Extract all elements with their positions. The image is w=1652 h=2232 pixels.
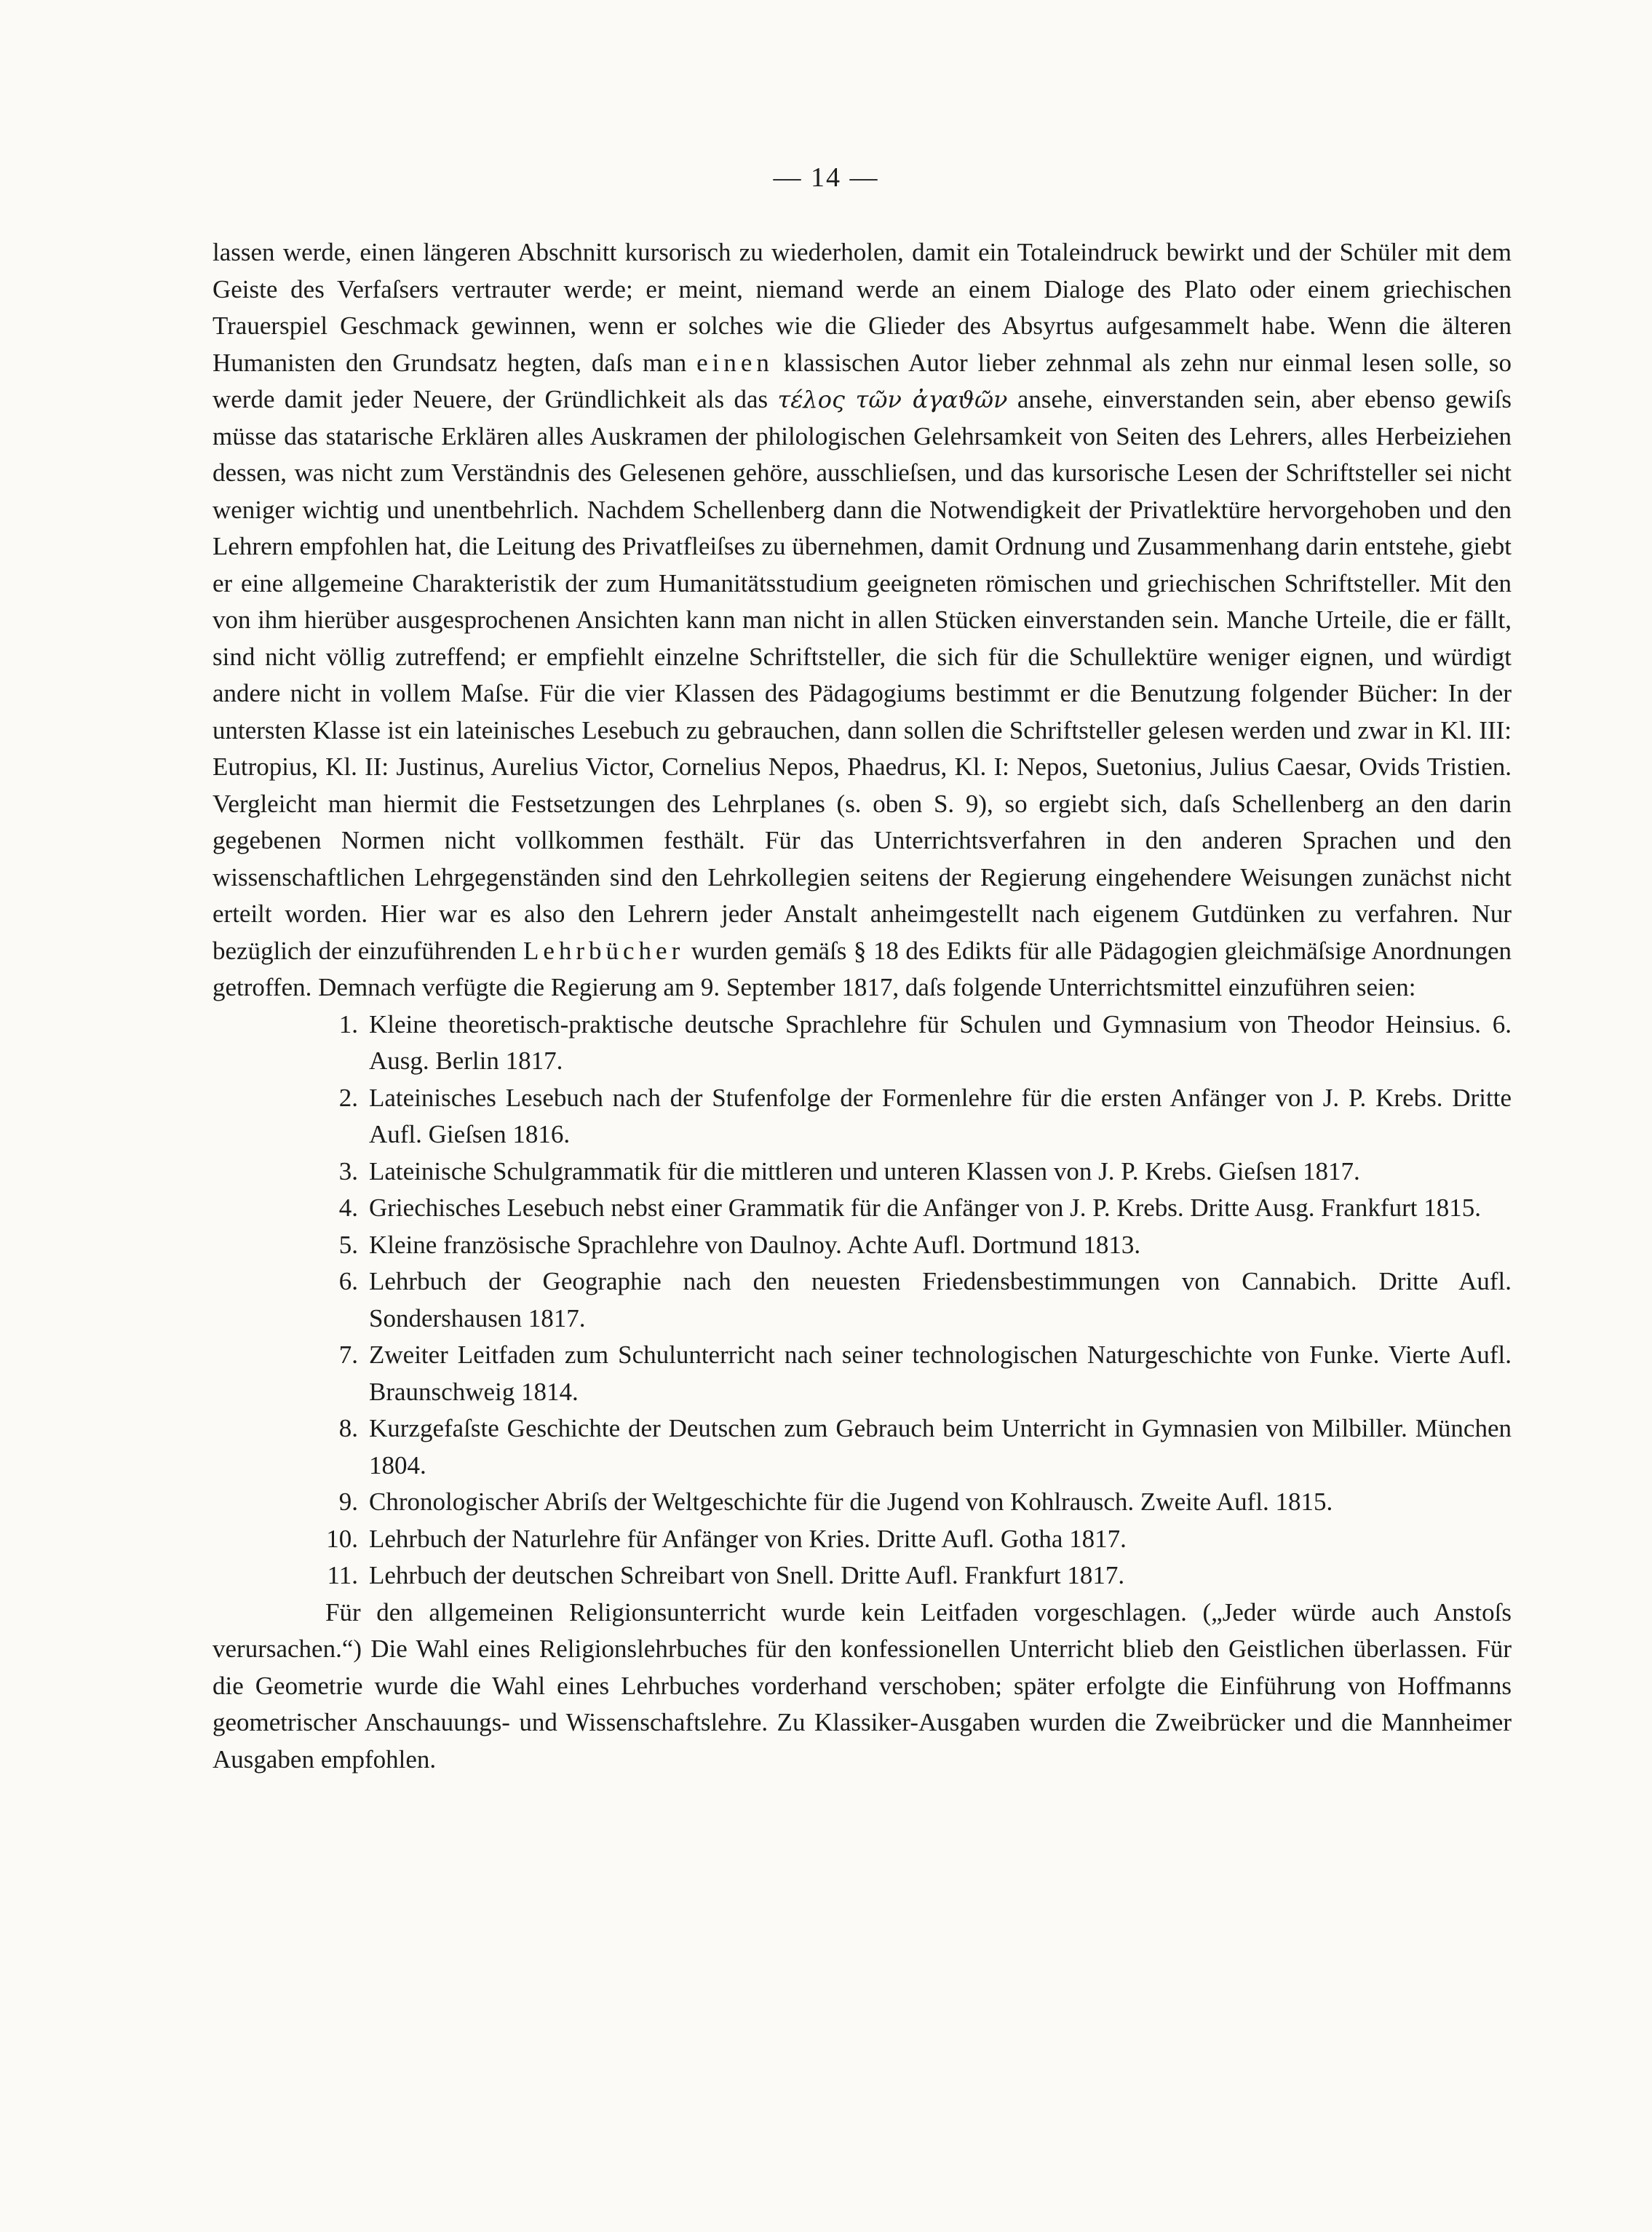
list-text: Griechisches Lesebuch nebst einer Grammatik für die Anfänger von J. P. Krebs. Dritte Ausg. Frankfurt 1815. [369, 1194, 1481, 1222]
list-number: 3. [338, 1156, 358, 1185]
list-text: Kleine theoretisch-praktische deutsche Sprachlehre für Schulen und Gymnasium von Theodor Heinsius. 6. Ausg. Berlin 1817. [369, 1009, 1512, 1075]
paragraph-main [213, 234, 1512, 1006]
list-number: 4. [338, 1194, 358, 1222]
list-item [213, 1227, 1512, 1264]
list-item [213, 1337, 1512, 1410]
paragraph-closing: Für den allgemeinen Religionsunterricht wurde kein Leitfaden vorgeschlagen. („Jeder würde auch Anstoſs verursachen.“) Die Wahl eines Religionslehrbuches für den konfessionellen Unterricht blieb den Geistlichen überlassen. Für die Geometrie wurde die Wahl eines Lehrbuches vorderhand verschoben; später erfolgte die Einführung von Hoffmanns geometrischer Anschauungs- und Wissenschaftslehre. Zu Klassiker-Ausgaben wurden die Zweibrücker und die Mannheimer Ausgaben empfohlen. [213, 1597, 1512, 1774]
page-number: — 14 — [773, 162, 879, 193]
list-number: 2. [338, 1083, 358, 1112]
paragraph-main-part4: wurden gemäſs § 18 des Edikts für alle Pädagogien gleichmäſsige Anordnungen getroffen. Demnach verfügte die Regierung am 9. September 1817, daſs folgende Unterrichtsmittel einzuführen seien: [213, 936, 1512, 1001]
list-text: Chronologischer Abriſs der Weltgeschichte für die Jugend von Kohlrausch. Zweite Aufl. 1815. [369, 1488, 1333, 1516]
body-text [213, 234, 1512, 1778]
list-number: 11. [327, 1561, 358, 1589]
list-item [213, 1410, 1512, 1484]
paragraph-main-part2: klassischen Autor lieber zehnmal als zehn nur einmal lesen solle, so werde damit jeder Neuere, der Gründlichkeit als das [213, 348, 1512, 413]
emphasis-lehrbuecher: Lehrbücher [523, 936, 685, 965]
list-item [213, 1557, 1512, 1594]
emphasis-einen: einen [696, 348, 774, 377]
list-item [213, 1190, 1512, 1227]
greek-phrase: τέλος τῶν ἀγαϑῶν [777, 386, 1008, 413]
textbook-list [213, 1006, 1512, 1594]
list-number: 6. [338, 1267, 358, 1295]
list-item [213, 1006, 1512, 1080]
list-text: Lehrbuch der Naturlehre für Anfänger von Kries. Dritte Aufl. Gotha 1817. [369, 1524, 1127, 1553]
list-number: 9. [338, 1488, 358, 1516]
list-item [213, 1484, 1512, 1521]
list-number: 1. [338, 1009, 358, 1038]
list-item [213, 1153, 1512, 1191]
list-item [213, 1521, 1512, 1558]
list-text: Lehrbuch der deutschen Schreibart von Snell. Dritte Aufl. Frankfurt 1817. [369, 1561, 1125, 1589]
list-number: 8. [338, 1414, 358, 1442]
list-text: Zweiter Leitfaden zum Schulunterricht nach seiner technologischen Naturgeschichte von Funke. Vierte Aufl. Braunschweig 1814. [369, 1341, 1512, 1406]
paragraph-main-part1: lassen werde, einen längeren Abschnitt kursorisch zu wiederholen, damit ein Totaleindruck bewirkt und der Schüler mit dem Geiste des Verfaſsers vertrauter werde; er meint, niemand werde an einem Dialoge des Plato oder einem griechischen Trauerspiel Geschmack gewinnen, wenn er solches wie die Glieder des Absyrtus aufgesammelt habe. Wenn die älteren Humanisten den Grundsatz hegten, daſs man [213, 238, 1512, 377]
list-item [213, 1080, 1512, 1153]
list-number: 10. [326, 1524, 358, 1553]
list-text: Kleine französische Sprachlehre von Daulnoy. Achte Aufl. Dortmund 1813. [369, 1230, 1141, 1259]
list-text: Lateinisches Lesebuch nach der Stufenfolge der Formenlehre für die ersten Anfänger von J. P. Krebs. Dritte Aufl. Gieſsen 1816. [369, 1083, 1512, 1148]
paragraph-main-part3: ansehe, einverstanden sein, aber ebenso gewiſs müsse das statarische Erklären alles Auskramen der philologischen Gelehrsamkeit von Seiten des Lehrers, alles Herbeiziehen dessen, was nicht zum Verständnis des Gelesenen gehöre, ausschlieſsen, und das kursorische Lesen der Schriftsteller sei nicht weniger wichtig und unentbehrlich. Nachdem Schellenberg dann die Notwendigkeit der Privatlektüre hervorgehoben und den Lehrern empfohlen hat, die Leitung des Privatfleiſses zu übernehmen, damit Ordnung und Zusammenhang darin entstehe, giebt er eine allgemeine Charakteristik der zum Humanitätsstudium geeigneten römischen und griechischen Schriftsteller. Mit den von ihm hierüber ausgesprochenen Ansichten kann man nicht in allen Stücken einverstanden sein. Manche Urteile, die er fällt, sind nicht völlig zutreffend; er empfiehlt einzelne Schriftsteller, die sich für die Schullektüre weniger eignen, und würdigt andere nicht in vollem Maſse. Für die vier Klassen des Pädagogiums bestimmt er die Benutzung folgender Bücher: In der untersten Klasse ist ein lateinisches Lesebuch zu gebrauchen, dann sollen die Schriftsteller gelesen werden und zwar in Kl. III: Eutropius, Kl. II: Justinus, Aurelius Victor, Cornelius Nepos, Phaedrus, Kl. I: Nepos, Suetonius, Julius Caesar, Ovids Tristien. Vergleicht man hiermit die Festsetzungen des Lehrplanes (s. oben S. 9), so ergiebt sich, daſs Schellenberg an den darin gegebenen Normen nicht vollkommen festhält. Für das Unterrichtsverfahren in den anderen Sprachen und den wissenschaftlichen Lehrgegenständen sind den Lehrkollegien seitens der Regierung eingehendere Weisungen zunächst nicht erteilt worden. Hier war es also den Lehrern jeder Anstalt anheimgestellt nach eigenem Gutdünken zu verfahren. Nur bezüglich der einzuführenden [213, 385, 1512, 965]
list-number: 7. [338, 1341, 358, 1369]
list-text: Kurzgefaſste Geschichte der Deutschen zum Gebrauch beim Unterricht in Gymnasien von Milbiller. München 1804. [369, 1414, 1512, 1480]
list-text: Lehrbuch der Geographie nach den neuesten Friedensbestimmungen von Cannabich. Dritte Aufl. Sondershausen 1817. [369, 1267, 1512, 1333]
list-number: 5. [338, 1230, 358, 1259]
list-text: Lateinische Schulgrammatik für die mittleren und unteren Klassen von J. P. Krebs. Gieſsen 1817. [369, 1156, 1360, 1185]
list-item [213, 1263, 1512, 1337]
